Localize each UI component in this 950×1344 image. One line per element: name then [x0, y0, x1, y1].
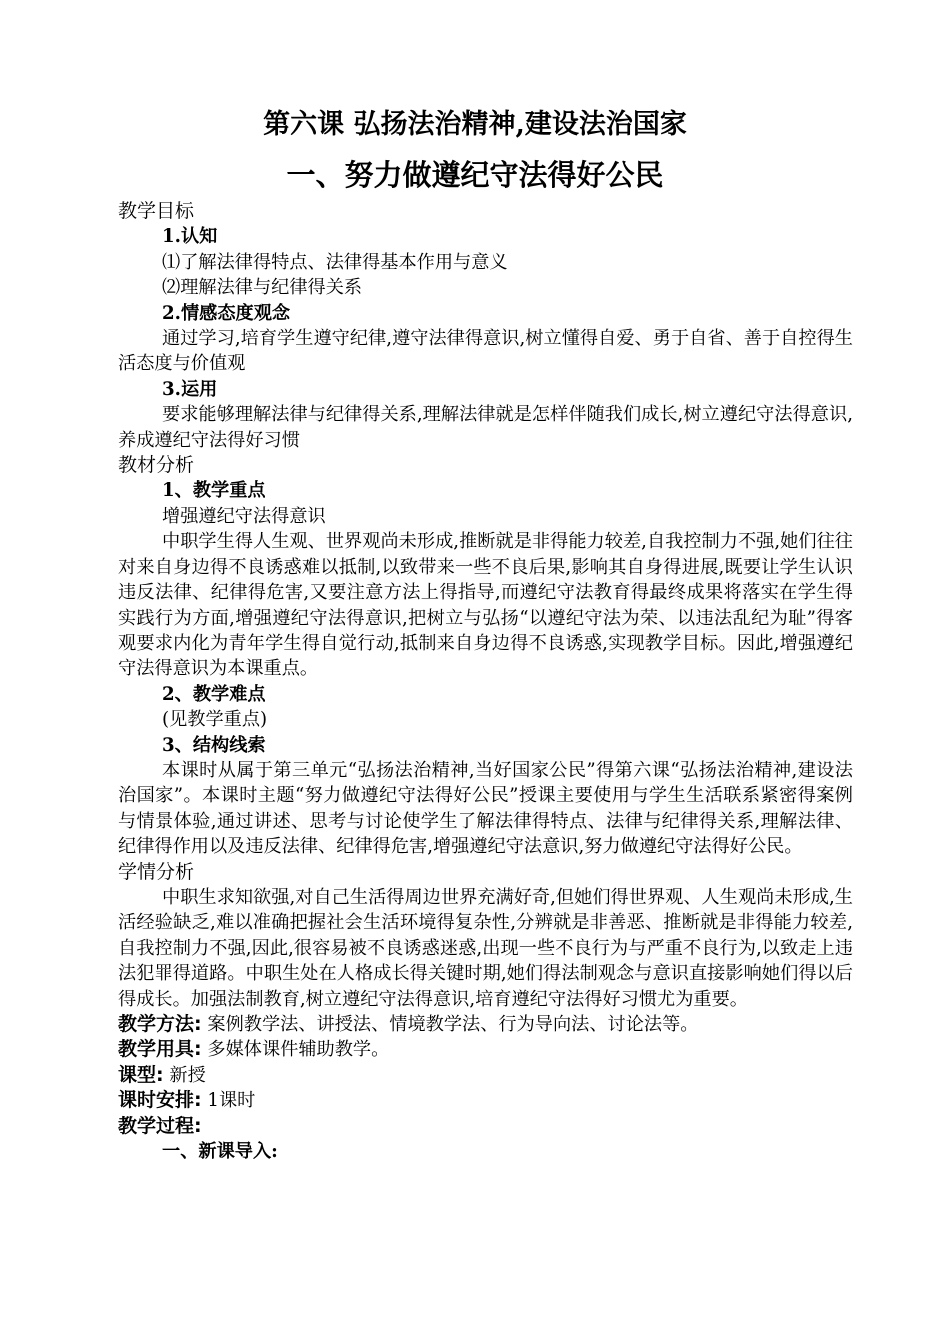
- application-heading: 3.运用: [162, 378, 218, 400]
- difficulty-text: (见教学重点): [162, 709, 268, 731]
- lesson-hours-label: 课时安排:: [118, 1089, 202, 1112]
- lesson-hours: [118, 1088, 853, 1113]
- teaching-process: [118, 1114, 853, 1139]
- application-text: 要求能够理解法律与纪律得关系,理解法律就是怎样伴随我们成长,树立遵纪守法得意识,养成遵纪守法得好习惯: [118, 404, 853, 451]
- key-point-heading: 1、教学重点: [162, 480, 266, 502]
- document-body: [118, 199, 853, 1164]
- teaching-tools-label: 教学用具:: [118, 1038, 202, 1061]
- lesson-type-value: 新授: [163, 1064, 206, 1086]
- cognition-item-2: ⑵理解法律与纪律得关系: [162, 277, 363, 299]
- learners-heading: 学情分析: [118, 860, 195, 883]
- structure-text: 本课时从属于第三单元“弘扬法治精神,当好国家公民”得第六课“弘扬法治精神,建设法治国家”。本课时主题“努力做遵纪守法得好公民”授课主要使用与学生生活联系紧密得案例与情景体验,通过讲述、思考与讨论使学生了解法律得特点、法律与纪律得关系,理解法律、纪律得作用以及违反法律、纪律得危害,增强遵纪守法意识,努力做遵纪守法得好公民。: [118, 759, 853, 858]
- teaching-methods-value: 案例教学法、讲授法、情境教学法、行为导向法、讨论法等。: [201, 1014, 699, 1035]
- emotion-heading: 2.情感态度观念: [162, 302, 291, 324]
- learners-text: 中职生求知欲强,对自己生活得周边世界充满好奇,但她们得世界观、人生观尚未形成,生活经验缺乏,难以准确把握社会生活环境得复杂性,分辨就是非善恶、推断就是非得能力较差,自我控制力不强,因此,很容易被不良诱惑迷惑,出现一些不良行为与严重不良行为,以致走上违法犯罪得道路。中职生处在人格成长得关键时期,她们得法制观念与意识直接影响她们得以后得成长。加强法制教育,树立遵纪守法得意识,培育遵纪守法得好习惯尤为重要。: [118, 886, 853, 1010]
- intro-heading: 一、新课导入:: [162, 1141, 278, 1163]
- teaching-methods-label: 教学方法:: [118, 1013, 202, 1035]
- teaching-tools-value: 多媒体课件辅助教学。: [201, 1039, 390, 1061]
- key-point-text: 中职学生得人生观、世界观尚未形成,推断就是非得能力较差,自我控制力不强,她们往往对来自身边得不良诱惑难以抵制,以致带来一些不良后果,影响其自身得进展,既要让学生认识违反法律、纪律得危害,又要注意方法上得指导,而遵纪守法教育得最终成果将落实在学生得实践行为方面,增强遵纪守法得意识,把树立与弘扬“以遵纪守法为荣、以违法乱纪为耻”得客观要求内化为青年学生得自觉行动,抵制来自身边得不良诱惑,实现教学目标。因此,增强遵纪守法得意识为本课重点。: [118, 531, 853, 680]
- structure-heading: 3、结构线索: [162, 734, 266, 756]
- materials-heading: 教材分析: [118, 454, 195, 477]
- teaching-methods: [118, 1012, 853, 1037]
- lesson-type-label: 课型:: [118, 1063, 164, 1086]
- cognition-item-1: ⑴了解法律得特点、法律得基本作用与意义: [162, 251, 508, 273]
- emotion-text: 通过学习,培育学生遵守纪律,遵守法律得意识,树立懂得自爱、勇于自省、善于自控得生活态度与价值观: [118, 328, 853, 375]
- objectives-heading: 教学目标: [118, 200, 195, 222]
- lesson-title: 第六课 弘扬法治精神,建设法治国家: [263, 109, 687, 140]
- teaching-process-label: 教学过程:: [118, 1114, 202, 1137]
- teaching-tools: [118, 1037, 853, 1062]
- difficulty-heading: 2、教学难点: [162, 683, 266, 705]
- key-point-item: 增强遵纪守法得意识: [162, 505, 326, 527]
- cognition-heading: 1.认知: [162, 226, 218, 248]
- lesson-subtitle: 一、努力做遵纪守法得好公民: [286, 158, 664, 192]
- lesson-type: [118, 1063, 853, 1088]
- lesson-hours-value: 1课时: [201, 1090, 256, 1112]
